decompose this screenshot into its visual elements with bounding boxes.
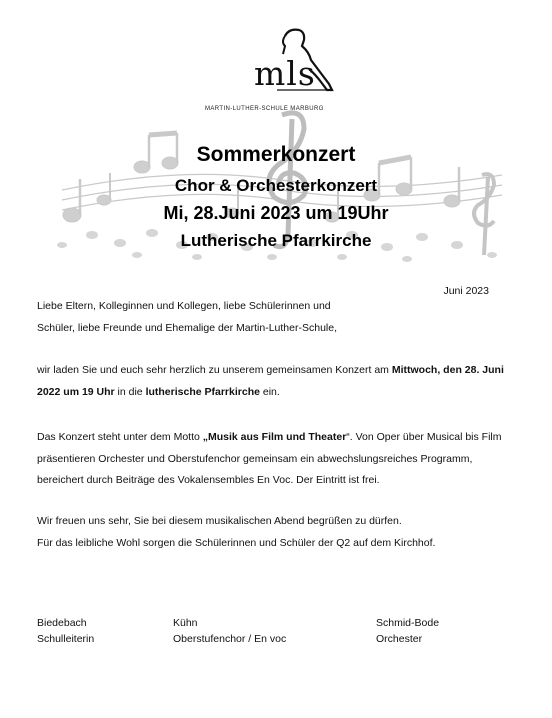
signature-orchestra [376, 615, 439, 647]
signature-choir [173, 615, 286, 647]
concert-datetime: Mi, 28.Juni 2023 um 19Uhr [163, 203, 389, 223]
greeting-paragraph [37, 296, 507, 339]
invite-text: wir laden Sie und euch sehr herzlich zu unserem gemeinsamen Konzert am [37, 364, 392, 376]
motto-text: “. Von Oper über Musical bis Film präsentieren Orchester und Oberstufenchor gemeinsam ein abwechslungsreiches Programm, bereichert durch Beiträge des Vokalensembles En Voc. Der Eintritt ist frei. [37, 431, 502, 486]
closing-line: Für das leibliche Wohl sorgen die Schülerinnen und Schüler der Q2 auf dem Kirchhof. [37, 536, 436, 549]
signature-name: Schmid-Bode [376, 617, 440, 629]
motto-text: Das Konzert steht unter dem Motto [37, 431, 203, 443]
greeting-line: Liebe Eltern, Kolleginnen und Kollegen, liebe Schülerinnen und [37, 300, 331, 312]
signature-principal [37, 615, 94, 647]
motto-paragraph [37, 427, 507, 492]
greeting-line: Schüler, liebe Freunde und Ehemalige der Martin-Luther-Schule, [37, 321, 338, 334]
letter-date: Juni 2023 [443, 285, 489, 297]
school-logo [205, 24, 340, 112]
signature-role: Schulleiterin [37, 633, 95, 645]
signature-role: Orchester [376, 633, 423, 645]
invite-text: in die [114, 385, 146, 398]
concert-location: Lutherische Pfarrkirche [180, 231, 372, 250]
signature-name: Biedebach [37, 617, 87, 629]
invite-location-bold: lutherische Pfarrkirche [145, 385, 260, 398]
logo-wordmark: mls [254, 54, 316, 93]
invitation-paragraph [37, 360, 507, 403]
closing-line: Wir freuen uns sehr, Sie bei diesem musikalischen Abend begrüßen zu dürfen. [37, 515, 402, 527]
concert-subtitle: Chor & Orchesterkonzert [174, 176, 378, 195]
signature-name: Kühn [173, 617, 198, 629]
invite-date-bold: Mittwoch, den 28. Juni 2022 um 19 Uhr [37, 364, 504, 398]
concert-title: Sommerkonzert [196, 143, 356, 166]
logo-subtitle: MARTIN-LUTHER-SCHULE MARBURG [205, 106, 324, 112]
closing-paragraph [37, 511, 507, 554]
motto-bold: „Musik aus Film und Theater [202, 431, 347, 443]
signature-role: Oberstufenchor / En voc [173, 633, 287, 645]
invite-text: ein. [259, 385, 280, 398]
